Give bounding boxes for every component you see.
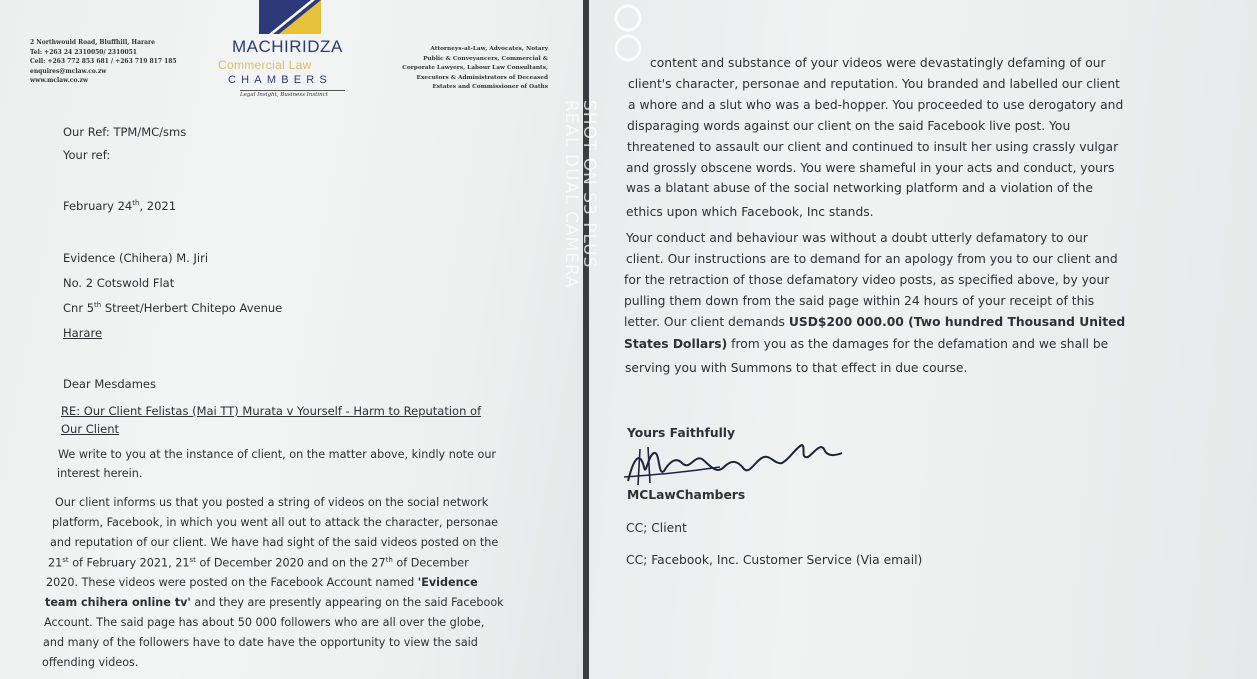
paragraph-line: platform, Facebook, in which you went all out to attack the character, personae [52,516,499,529]
address-line: Cell: +263 772 853 681 / +263 719 817 185 [30,58,177,65]
date-text: February 24 [63,199,133,213]
day-number: 21 [48,556,63,570]
service-line: Public & Conveyancers, Commercial & [423,55,548,62]
paragraph-line [48,556,469,570]
letter-page-one [0,0,583,679]
our-reference: Our Ref: TPM/MC/sms [63,125,187,139]
text-run: from you as the damages for the defamation and we shall be [727,337,1109,351]
text-run: 2020. These videos were posted on the Facebook Account named [46,576,418,589]
paragraph-line: for the retraction of those defamatory video posts, as specified above, by your [624,273,1110,287]
paragraph-line: interest herein. [57,467,143,480]
paragraph-line: a whore and a slut who was a bed-hopper. You proceeded to use derogatory and [628,98,1124,112]
date-year: , 2021 [139,199,177,213]
cc-line: CC; Client [626,521,687,535]
your-reference: Your ref: [63,148,111,162]
account-name: team chihera online tv' [45,596,191,609]
paragraph-line [624,315,1125,329]
service-line: Executors & Administrators of Deceased [416,74,548,81]
paragraph-line: and reputation of our client. We have had sight of the said videos posted on the [50,536,499,549]
paragraph-line [624,337,1108,351]
damages-amount: States Dollars) [624,337,728,351]
paragraph-line: serving you with Summons to that effect in due course. [625,361,968,375]
paragraph-line: Our client informs us that you posted a string of videos on the social network [55,496,489,509]
paragraph-line: client's character, personae and reputation. You branded and labelled our client [628,77,1120,91]
recipient-city: Harare [63,326,103,340]
paragraph-line: pulling them down from the said page within 24 hours of your receipt of this [624,294,1095,308]
day-suffix: st [189,556,196,564]
letterhead-address [30,38,190,86]
subject-line: RE: Our Client Felistas (Mai TT) Murata v Yourself - Harm to Reputation of [61,404,482,418]
recipient-address-line-2 [63,301,282,315]
paragraph-line: Your conduct and behaviour was without a doubt utterly defamatory to our [626,231,1088,245]
recipient-name: Evidence (Chihera) M. Jiri [63,251,209,265]
firm-logo-icon [259,0,321,34]
paragraph-line: offending videos. [42,656,139,669]
account-name: 'Evidence [417,576,478,589]
cc-line: CC; Facebook, Inc. Customer Service (Via email) [626,553,923,567]
paragraph-line: client. Our instructions are to demand for an apology from you to our client and [626,252,1118,266]
letter-date [63,199,176,213]
paragraph-line: disparaging words against our client on the said Facebook live post. You [627,119,1071,133]
date-text: of December 2020 and on the 27 [195,556,386,570]
subject-line: Our Client [61,422,120,436]
address-line: Tel: +263 24 2310050/ 2310051 [30,48,137,56]
paragraph-line: Account. The said page has about 50 000 followers who are all over the globe, [44,616,485,629]
recipient-address-line-1: No. 2 Cotswold Flat [63,276,175,290]
paragraph-line: We write to you at the instance of client, on the matter above, kindly note our [58,448,497,461]
date-text: of December [392,556,469,570]
paragraph-line: threatened to assault our client and continued to insult her using crassly vulgar [627,140,1119,154]
salutation: Dear Mesdames [63,377,156,391]
camera-watermark-text: SHOT ON S3 PLUS REAL DUAL CAMERA [561,100,599,289]
signatory-name: MCLawChambers [627,488,746,502]
paragraph-line: and many of the followers have to date have the opportunity to view the said [43,636,478,649]
day-suffix: th [385,556,393,564]
text-run: and they are presently appearing on the said Facebook [190,596,504,609]
address-line: 2 Northwould Road, Bluffhill, Harare [30,39,155,46]
street-name: Street/Herbert Chitepo Avenue [101,301,283,315]
firm-chambers: CHAMBERS [228,74,332,86]
firm-subtitle: Commercial Law [218,58,312,72]
closing: Yours Faithfully [627,426,736,440]
service-line: Estates and Commissioner of Oaths [432,84,548,90]
address-line: enquires@mclaw.co.zw [30,67,107,75]
firm-name: MACHIRIDZA [232,37,343,56]
date-suffix: th [132,199,140,208]
address-line: www.mclaw.co.zw [30,77,89,84]
paragraph-line: was a blatant abuse of the social networking platform and a violation of the [626,181,1093,195]
paragraph-line [46,576,478,589]
letterhead-services [390,45,548,93]
firm-tagline: Legal Insight, Business Instinct [240,90,345,98]
street-number: Cnr 5 [63,301,95,315]
paragraph-line: and grossly obscene words. You were shameful in your acts and conduct, yours [626,161,1115,175]
paragraph-line: ethics upon which Facebook, Inc stands. [626,205,874,219]
day-suffix: st [62,556,69,564]
paragraph-line [45,596,504,609]
service-line: Corporate Lawyers, Labour Law Consultants, [402,65,548,71]
paragraph-line: content and substance of your videos were devastatingly defaming of our [650,56,1106,70]
date-text: of February 2021, 21 [68,556,190,570]
street-suffix: th [94,301,102,310]
text-run: letter. Our client demands [624,315,789,329]
service-line: Attorneys-at-Law, Advocates, Notary [430,46,548,52]
damages-amount: USD$200 000.00 (Two hundred Thousand United [788,315,1126,329]
